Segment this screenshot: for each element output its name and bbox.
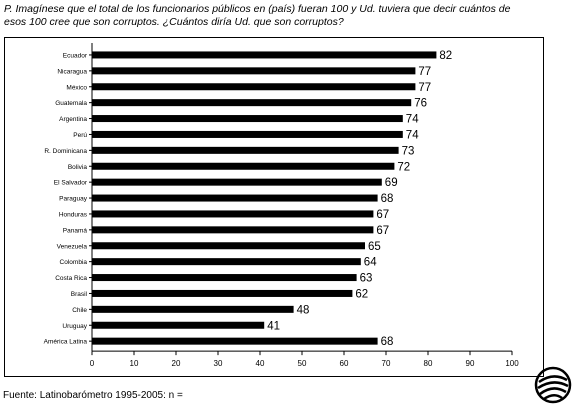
category-label: Honduras xyxy=(58,211,87,219)
category-label: El Salvador xyxy=(53,179,87,187)
x-tick-label: 20 xyxy=(171,359,181,369)
bar xyxy=(92,51,436,58)
x-tick-label: 10 xyxy=(129,359,139,369)
data-label: 74 xyxy=(405,113,419,126)
source-note: Fuente: Latinobarómetro 1995-2005: n = xyxy=(3,390,183,401)
category-label: R. Dominicana xyxy=(44,147,87,155)
bar xyxy=(92,67,415,74)
data-label: 69 xyxy=(384,177,398,190)
data-label: 77 xyxy=(418,81,432,94)
category-label: Colombia xyxy=(59,259,87,267)
bar xyxy=(92,242,365,249)
data-label: 48 xyxy=(296,304,310,317)
category-label: Brasil xyxy=(70,290,87,298)
bar xyxy=(92,274,357,281)
data-label: 76 xyxy=(414,97,427,110)
category-label: Uruguay xyxy=(62,322,87,330)
bar xyxy=(92,226,373,233)
bar xyxy=(92,306,294,313)
category-label: Costa Rica xyxy=(55,275,87,283)
category-label: Ecuador xyxy=(62,52,87,60)
data-label: 73 xyxy=(401,145,415,158)
category-label: América Latina xyxy=(43,338,87,346)
data-label: 67 xyxy=(376,224,390,237)
category-label: Chile xyxy=(72,306,87,314)
data-label: 63 xyxy=(359,272,373,285)
bar xyxy=(92,258,361,265)
bar xyxy=(92,115,403,122)
bar-chart xyxy=(5,38,543,376)
category-label: Argentina xyxy=(59,116,87,124)
question-line-1: P. Imagínese que el total de los funcionarios públicos en (país) fueran 100 y Ud. tuviera que decir cuántos de xyxy=(4,3,511,15)
category-label: Nicaragua xyxy=(57,68,87,76)
data-label: 68 xyxy=(380,193,394,206)
x-tick-label: 60 xyxy=(339,359,349,369)
x-tick-label: 100 xyxy=(505,359,519,369)
data-label: 67 xyxy=(376,208,390,221)
bar xyxy=(92,179,382,186)
question-text xyxy=(4,3,570,29)
x-tick-label: 0 xyxy=(89,359,95,369)
category-label: México xyxy=(66,84,87,92)
data-label: 41 xyxy=(267,320,280,333)
data-label: 62 xyxy=(355,288,369,301)
data-label: 82 xyxy=(439,49,453,62)
data-label: 68 xyxy=(380,336,394,349)
data-label: 72 xyxy=(397,161,411,174)
bar xyxy=(92,99,411,106)
question-line-2: esos 100 cree que son corruptos. ¿Cuántos diría Ud. que son corruptos? xyxy=(4,16,344,28)
category-label: Paraguay xyxy=(59,195,87,203)
category-label: Bolivia xyxy=(67,163,87,171)
bar xyxy=(92,163,394,170)
category-label: Panamá xyxy=(62,227,87,235)
bar xyxy=(92,195,378,202)
x-tick-label: 70 xyxy=(381,359,391,369)
x-tick-label: 80 xyxy=(423,359,433,369)
category-label: Venezuela xyxy=(56,243,87,251)
data-label: 65 xyxy=(368,240,381,253)
x-tick-label: 90 xyxy=(465,359,475,369)
bar xyxy=(92,322,264,329)
bar xyxy=(92,210,373,217)
bar xyxy=(92,290,352,297)
x-tick-label: 40 xyxy=(255,359,265,369)
x-tick-label: 30 xyxy=(213,359,223,369)
bar xyxy=(92,338,378,345)
bar xyxy=(92,83,415,90)
data-label: 77 xyxy=(418,65,432,78)
bar xyxy=(92,147,399,154)
category-label: Perú xyxy=(73,131,87,139)
chart-frame xyxy=(4,37,544,377)
data-label: 74 xyxy=(405,129,419,142)
data-label: 64 xyxy=(363,256,377,269)
x-tick-label: 50 xyxy=(297,359,307,369)
latinobarometro-logo-icon xyxy=(534,366,572,404)
category-label: Guatemala xyxy=(55,100,87,108)
bar xyxy=(92,131,403,138)
